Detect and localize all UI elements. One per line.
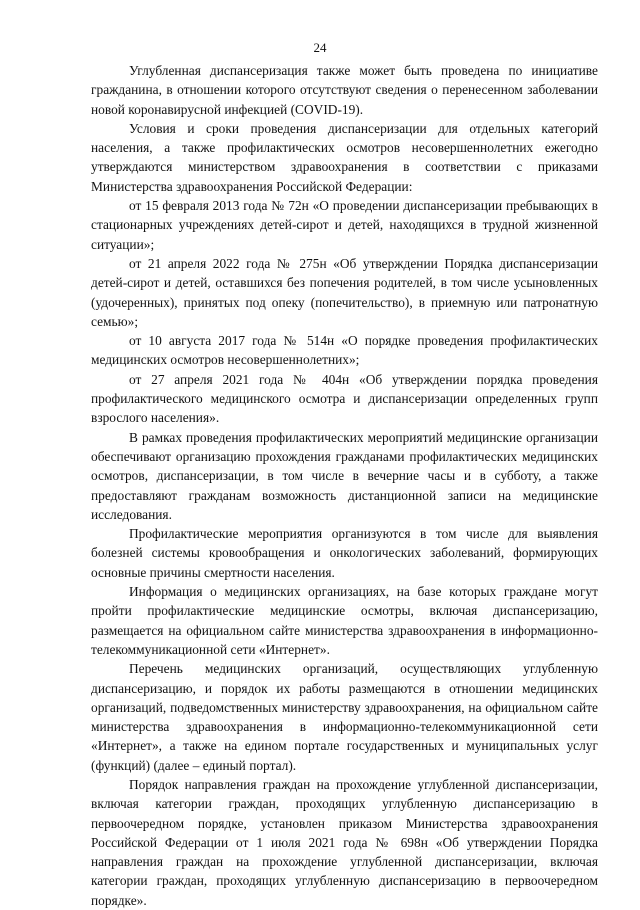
paragraph: В рамках проведения профилактических мероприятий медицинские организации обеспечивают организацию прохождения гражданами профилактических медицинских осмотров, диспансеризации, в том числе в вечерние часы и в субботу, а также предоставляют гражданам возможность дистанционной записи на медицинские исследования. (91, 429, 598, 522)
paragraph: Перечень медицинских организаций, осуществляющих углубленную диспансеризацию, и порядок их работы размещаются в отношении медицинских организаций, подведомственных министерству здравоохранения, на официальном сайте министерства здравоохранения в информационно-телекоммуникационной сети «Интернет», а также на едином портале государственных и муниципальных услуг (функций) (далее – единый портал). (91, 661, 598, 773)
paragraph: Углубленная диспансеризация также может быть проведена по инициативе гражданина, в отношении которого отсутствуют сведения о перенесенном заболевании новой коронавирусной инфекцией (COVID-19). (91, 63, 598, 117)
document-body (91, 61, 598, 910)
paragraph: Информация о медицинских организациях, на базе которых граждане могут пройти профилактические медицинские осмотры, включая диспансеризацию, размещается на официальном сайте министерства здравоохранения в информационно-телекоммуникационной сети «Интернет». (91, 584, 598, 657)
paragraph: от 27 апреля 2021 года № 404н «Об утверждении порядка проведения профилактического медицинского осмотра и диспансеризации определенных групп взрослого населения». (91, 371, 598, 426)
paragraph: Условия и сроки проведения диспансеризации для отдельных категорий населения, а также профилактических осмотров несовершеннолетних ежегодно утверждаются министерством здравоохранения в соответствии с приказами Министерства здравоохранения Российской Федерации: (91, 120, 598, 194)
paragraph: Порядок направления граждан на прохождение углубленной диспансеризации, включая категории граждан, проходящих углубленную диспансеризацию в первоочередном порядке, установлен приказом Министерства здравоохранения Российской Федерации от 1 июля 2021 года № 698н «Об утверждении Порядка направления граждан на прохождение углубленной диспансеризации, включая категории граждан, проходящих углубленную диспансеризацию в первоочередном порядке». (91, 776, 598, 908)
page-number: 24 (313, 40, 327, 55)
paragraph: от 21 апреля 2022 года № 275н «Об утверждении Порядка диспансеризации детей-сирот и детей, оставшихся без попечения родителей, в том числе усыновленных (удочеренных), принятых под опеку (попечительство), в приемную или патронатную семью»; (91, 255, 598, 329)
paragraph: от 15 февраля 2013 года № 72н «О проведении диспансеризации пребывающих в стационарных учреждениях детей-сирот и детей, находящихся в трудной жизненной ситуации»; (91, 198, 598, 252)
paragraph: от 10 августа 2017 года № 514н «О порядке проведения профилактических медицинских осмотров несовершеннолетних»; (91, 333, 598, 368)
paragraph: Профилактические мероприятия организуются в том числе для выявления болезней системы кровообращения и онкологических заболеваний, формирующих основные причины смертности населения. (91, 526, 598, 580)
